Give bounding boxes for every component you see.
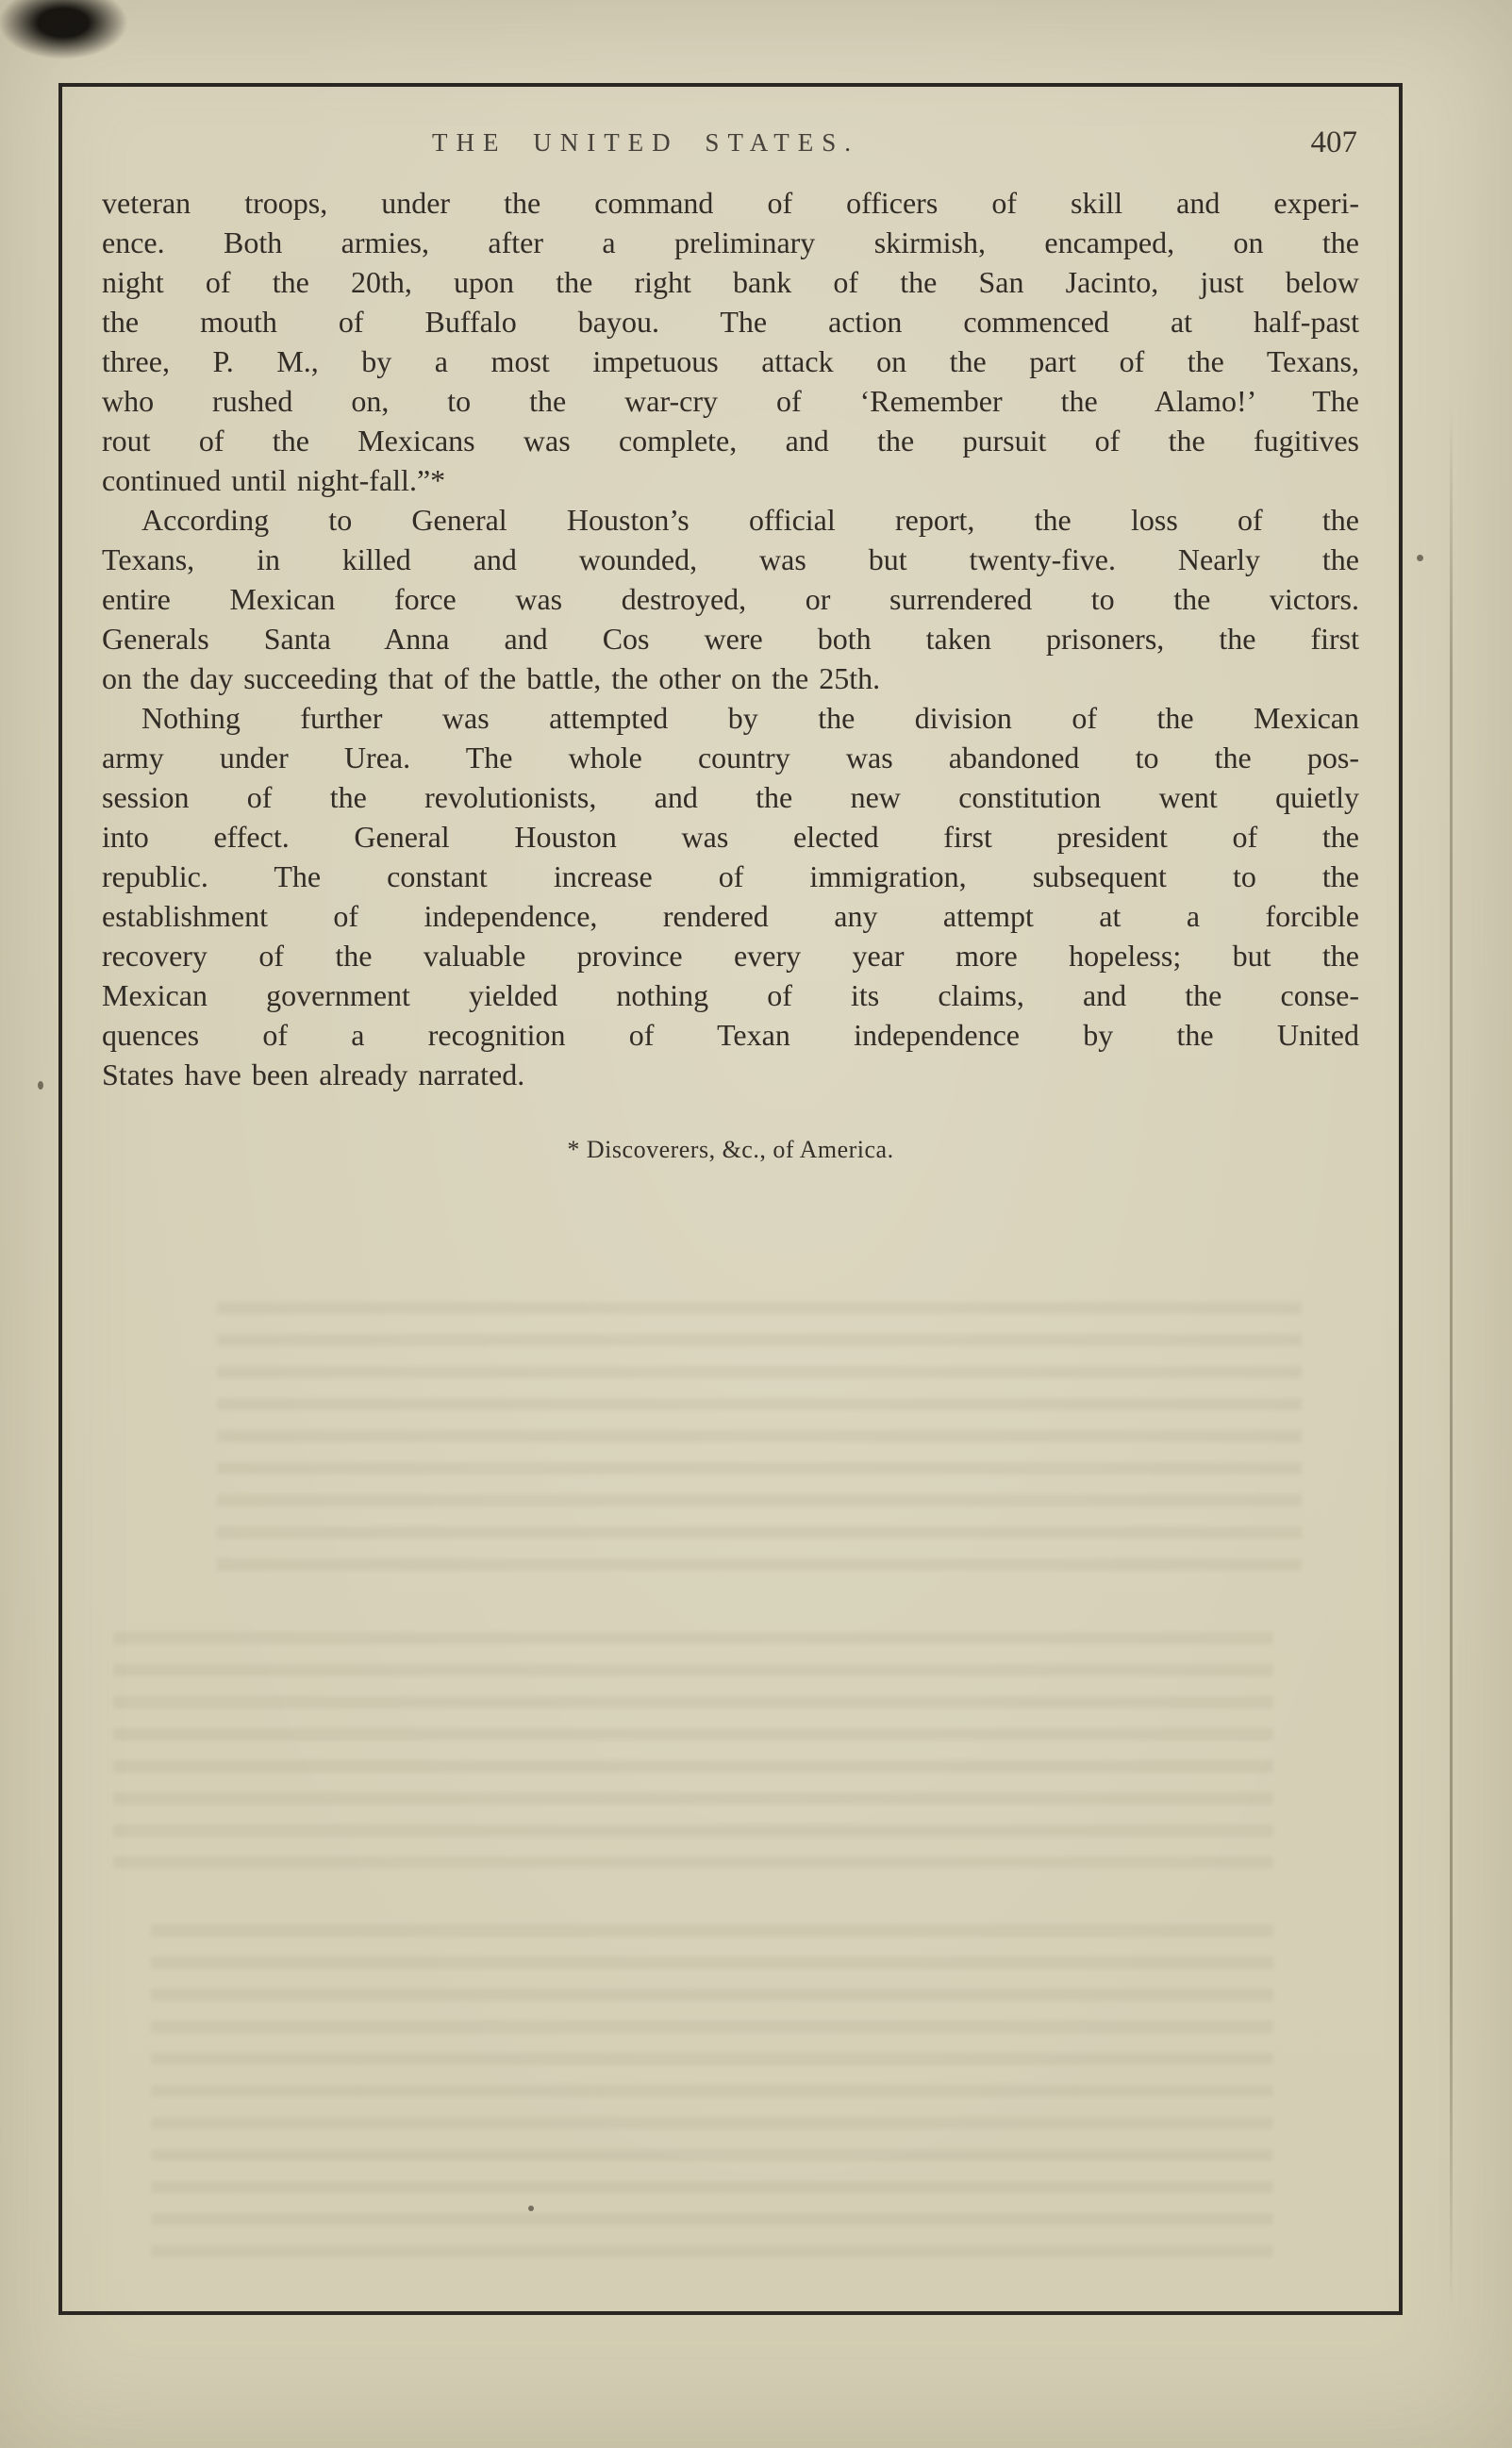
text-line: Generals Santa Anna and Cos were both taken prisoners, the first [102, 622, 1359, 656]
text-line: army under Urea. The whole country was abandoned to the pos- [102, 741, 1359, 774]
text-line: quences of a recognition of Texan independence by the United [102, 1018, 1359, 1052]
text-line: republic. The constant increase of immigration, subsequent to the [102, 859, 1359, 893]
text-line: session of the revolutionists, and the new constitution went quietly [102, 780, 1359, 814]
page-edge-line [1450, 406, 1453, 2311]
page-border-frame [58, 83, 1403, 2315]
text-line: continued until night-fall.”* [102, 463, 446, 497]
paragraph [102, 183, 1359, 500]
text-line: three, P. M., by a most impetuous attack on the part of the Texans, [102, 344, 1359, 378]
footnote: * Discoverers, &c., of America. [567, 1136, 894, 1163]
scan-speck [1417, 555, 1423, 561]
scan-smudge-top-left [0, 0, 153, 74]
text-line: Nothing further was attempted by the division of the Mexican [141, 701, 1359, 735]
text-line: recovery of the valuable province every year more hopeless; but the [102, 939, 1359, 973]
text-line: ence. Both armies, after a preliminary skirmish, encamped, on the [102, 225, 1359, 259]
text-line: night of the 20th, upon the right bank of the San Jacinto, just below [102, 265, 1359, 299]
page-header [102, 123, 1359, 162]
running-title: THE UNITED STATES. [431, 128, 860, 157]
body-text [102, 183, 1359, 1094]
text-line: States have been already narrated. [102, 1057, 525, 1091]
text-line: establishment of independence, rendered any attempt at a forcible [102, 899, 1359, 933]
text-line: rout of the Mexicans was complete, and the pursuit of the fugitives [102, 424, 1359, 458]
text-line: veteran troops, under the command of officers of skill and experi- [102, 186, 1359, 220]
text-line: on the day succeeding that of the battle, the other on the 25th. [102, 661, 881, 695]
paragraph [102, 500, 1359, 698]
text-line: who rushed on, to the war-cry of ‘Remember the Alamo!’ The [102, 384, 1359, 418]
paragraph [102, 698, 1359, 1094]
text-line: into effect. General Houston was elected first president of the [102, 820, 1359, 854]
text-line: the mouth of Buffalo bayou. The action commenced at half-past [102, 305, 1359, 339]
text-line: entire Mexican force was destroyed, or surrendered to the victors. [102, 582, 1359, 616]
text-line: Mexican government yielded nothing of its claims, and the conse- [102, 978, 1359, 1012]
scan-speck [38, 1081, 43, 1090]
text-line: Texans, in killed and wounded, was but twenty-five. Nearly the [102, 542, 1359, 576]
page-number: 407 [1310, 125, 1357, 159]
text-line: According to General Houston’s official report, the loss of the [141, 503, 1359, 537]
